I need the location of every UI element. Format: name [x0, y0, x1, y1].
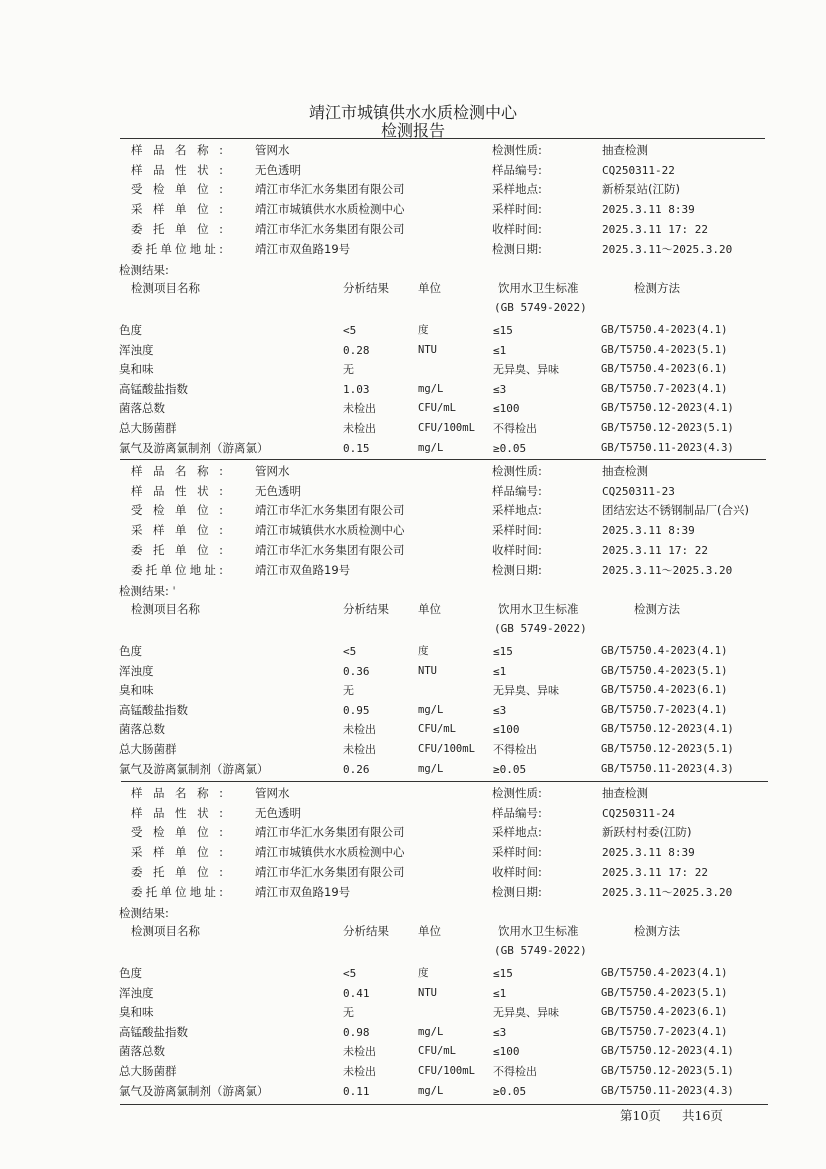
item-standard: ≤3 [493, 1025, 507, 1039]
value-sampling-time: 2025.3.11 8:39 [602, 846, 695, 860]
item-unit: mg/L [418, 382, 444, 395]
item-method: GB/T5750.12-2023(5.1) [601, 422, 734, 434]
item-unit: CFU/100mL [418, 1065, 475, 1077]
item-result: 无 [343, 1006, 354, 1020]
label-client-unit: 委托单位: [131, 542, 223, 557]
table-row [0, 964, 826, 983]
results-header-sub [0, 941, 826, 960]
item-result: 未检出 [343, 723, 376, 737]
label-client-address: 委托单位地址: [131, 241, 223, 256]
info-row [0, 521, 826, 540]
label-test-date: 检测日期: [492, 884, 542, 899]
value-client-address: 靖江市双鱼路19号 [255, 884, 351, 899]
results-label: 检测结果: [119, 906, 169, 920]
col-standard-subheader: (GB 5749-2022) [494, 301, 587, 314]
col-unit-header: 单位 [418, 281, 441, 295]
value-sample-state: 无色透明 [255, 483, 301, 498]
page-total: 共16页 [682, 1108, 723, 1123]
item-result: 未检出 [343, 743, 376, 756]
value-test-date: 2025.3.11～2025.3.20 [602, 242, 733, 256]
col-item-header: 检测项目名称 [131, 602, 200, 616]
label-test-nature: 检测性质: [492, 143, 542, 157]
item-standard: ≤100 [493, 723, 520, 737]
item-method: GB/T5750.4-2023(5.1) [601, 664, 728, 677]
value-client-unit: 靖江市华汇水务集团有限公司 [255, 542, 405, 557]
item-result: 0.15 [343, 441, 370, 455]
value-test-nature: 抽查检测 [602, 786, 648, 800]
table-row [0, 662, 826, 681]
item-method: GB/T5750.4-2023(6.1) [601, 1006, 728, 1019]
label-inspected-unit: 受检单位: [131, 182, 223, 197]
table-row [0, 1082, 826, 1101]
item-method: GB/T5750.7-2023(4.1) [601, 382, 728, 395]
value-inspected-unit: 靖江市华汇水务集团有限公司 [255, 503, 405, 518]
info-row [0, 883, 826, 902]
item-result: 1.03 [343, 382, 370, 396]
item-result: 未检出 [343, 1045, 376, 1059]
sample-divider [120, 459, 766, 460]
item-result: 0.26 [343, 762, 370, 776]
item-method: GB/T5750.12-2023(4.1) [601, 723, 734, 736]
table-row [0, 984, 826, 1003]
label-client-address: 委托单位地址: [131, 562, 223, 577]
col-item-header: 检测项目名称 [131, 924, 200, 938]
label-receive-time: 收样时间: [492, 542, 542, 557]
sample-divider [121, 781, 768, 782]
item-unit: CFU/mL [418, 402, 456, 415]
label-sample-no: 样品编号: [492, 483, 542, 498]
info-row [0, 200, 826, 219]
table-row [0, 740, 826, 759]
value-client-unit: 靖江市华汇水务集团有限公司 [255, 221, 405, 236]
item-method: GB/T5750.11-2023(4.3) [601, 762, 734, 775]
label-inspected-unit: 受检单位: [131, 503, 223, 518]
results-label-row [0, 582, 826, 601]
table-row [0, 341, 826, 360]
value-sample-name: 管网水 [255, 143, 290, 157]
value-sampling-site: 新桥泵站(江防) [602, 182, 680, 197]
label-receive-time: 收样时间: [492, 221, 542, 236]
item-result: 0.95 [343, 703, 370, 717]
item-result: 无 [343, 363, 354, 377]
item-standard: ≤100 [493, 402, 520, 416]
label-test-nature: 检测性质: [492, 786, 542, 800]
value-test-nature: 抽查检测 [602, 464, 648, 478]
label-sampling-unit: 采样单位: [131, 202, 223, 217]
label-sample-state: 样品性状: [131, 162, 223, 177]
item-unit: CFU/100mL [418, 422, 475, 434]
results-label-row [0, 261, 826, 280]
label-inspected-unit: 受检单位: [131, 825, 223, 840]
item-standard: ≤15 [493, 967, 513, 980]
value-inspected-unit: 靖江市华汇水务集团有限公司 [255, 182, 405, 197]
item-name: 浑浊度 [119, 985, 154, 1000]
table-row [0, 642, 826, 661]
label-sampling-unit: 采样单位: [131, 845, 223, 860]
item-method: GB/T5750.4-2023(4.1) [601, 324, 728, 336]
item-name: 菌落总数 [119, 1044, 165, 1059]
table-row [0, 380, 826, 399]
item-method: GB/T5750.12-2023(5.1) [601, 1065, 734, 1077]
item-standard: ≤1 [493, 986, 507, 1000]
item-result: 无 [343, 684, 354, 698]
item-standard: 无异臭、异味 [493, 363, 559, 377]
item-standard: ≤3 [493, 382, 507, 396]
info-row [0, 141, 826, 160]
item-result: 0.11 [343, 1084, 370, 1098]
results-header-sub [0, 298, 826, 317]
label-sampling-site: 采样地点: [492, 503, 542, 518]
table-row [0, 720, 826, 739]
label-sample-no: 样品编号: [492, 805, 542, 820]
table-row [0, 1003, 826, 1022]
item-result: 未检出 [343, 422, 376, 435]
item-name: 总大肠菌群 [119, 1064, 177, 1078]
value-sampling-unit: 靖江市城镇供水水质检测中心 [255, 523, 405, 538]
col-result-header: 分析结果 [343, 924, 389, 938]
item-standard: ≤15 [493, 324, 513, 337]
col-unit-header: 单位 [418, 602, 441, 616]
label-client-unit: 委托单位: [131, 221, 223, 236]
item-method: GB/T5750.11-2023(4.3) [601, 441, 734, 454]
label-test-nature: 检测性质: [492, 464, 542, 478]
label-sample-state: 样品性状: [131, 805, 223, 820]
label-sample-name: 样品名称: [131, 786, 223, 800]
item-method: GB/T5750.4-2023(5.1) [601, 986, 728, 999]
info-row [0, 863, 826, 882]
item-result: 0.41 [343, 986, 370, 1000]
table-row [0, 681, 826, 700]
table-row [0, 701, 826, 720]
value-test-date: 2025.3.11～2025.3.20 [602, 885, 733, 899]
item-method: GB/T5750.12-2023(4.1) [601, 402, 734, 415]
item-standard: ≥0.05 [493, 441, 527, 455]
item-name: 菌落总数 [119, 722, 165, 737]
value-client-unit: 靖江市华汇水务集团有限公司 [255, 864, 405, 879]
table-row [0, 360, 826, 379]
col-standard-header: 饮用水卫生标准 [498, 281, 579, 295]
item-name: 浑浊度 [119, 342, 154, 357]
item-name: 总大肠菌群 [119, 742, 177, 756]
label-client-unit: 委托单位: [131, 864, 223, 879]
value-sample-name: 管网水 [255, 464, 290, 478]
item-unit: mg/L [418, 762, 444, 775]
label-sampling-time: 采样时间: [492, 523, 542, 538]
table-row [0, 1023, 826, 1042]
item-name: 浑浊度 [119, 663, 154, 678]
col-method-header: 检测方法 [634, 602, 680, 616]
table-row [0, 1062, 826, 1081]
value-test-nature: 抽查检测 [602, 143, 648, 157]
label-sample-state: 样品性状: [131, 483, 223, 498]
report-title: 检测报告 [380, 121, 445, 140]
table-row [0, 321, 826, 340]
item-method: GB/T5750.4-2023(4.1) [601, 967, 728, 979]
sample-block [0, 462, 826, 782]
value-sampling-unit: 靖江市城镇供水水质检测中心 [255, 845, 405, 860]
item-unit: mg/L [418, 441, 444, 454]
col-item-header: 检测项目名称 [131, 281, 200, 295]
table-row [0, 439, 826, 458]
label-sampling-time: 采样时间: [492, 845, 542, 860]
page-number: 第10页 [620, 1108, 661, 1123]
results-header [0, 279, 826, 298]
info-row [0, 180, 826, 199]
table-row [0, 419, 826, 438]
sample-block [0, 141, 826, 461]
value-sample-no: CQ250311-22 [602, 163, 675, 177]
table-row [0, 399, 826, 418]
value-client-address: 靖江市双鱼路19号 [255, 241, 351, 256]
sample-block [0, 784, 826, 1104]
value-sampling-time: 2025.3.11 8:39 [602, 203, 695, 217]
value-receive-time: 2025.3.11 17: 22 [602, 543, 708, 557]
col-standard-header: 饮用水卫生标准 [498, 924, 579, 938]
info-row [0, 240, 826, 259]
item-name: 氯气及游离氯制剂（游离氯） [119, 761, 269, 776]
item-unit: 度 [418, 324, 429, 336]
item-standard: 无异臭、异味 [493, 684, 559, 698]
col-standard-subheader: (GB 5749-2022) [494, 944, 587, 957]
results-label: 检测结果: ˈ [119, 584, 176, 598]
item-method: GB/T5750.4-2023(5.1) [601, 343, 728, 356]
item-result: 未检出 [343, 1065, 376, 1078]
col-method-header: 检测方法 [634, 924, 680, 938]
col-unit-header: 单位 [418, 924, 441, 938]
item-unit: 度 [418, 967, 429, 979]
item-method: GB/T5750.4-2023(6.1) [601, 363, 728, 376]
item-result: 未检出 [343, 402, 376, 416]
label-sample-name: 样品名称: [131, 143, 223, 157]
footer-divider [120, 1104, 768, 1105]
item-method: GB/T5750.7-2023(4.1) [601, 1025, 728, 1038]
item-result: <5 [343, 645, 357, 658]
item-unit: mg/L [418, 1084, 444, 1097]
label-sample-name: 样品名称: [131, 464, 223, 478]
item-unit: CFU/100mL [418, 743, 475, 755]
report-org-title: 靖江市城镇供水水质检测中心 [308, 103, 517, 122]
info-row [0, 220, 826, 239]
value-test-date: 2025.3.11～2025.3.20 [602, 563, 733, 577]
item-result: <5 [343, 324, 357, 337]
item-name: 总大肠菌群 [119, 421, 177, 435]
value-sampling-time: 2025.3.11 8:39 [602, 524, 695, 538]
col-result-header: 分析结果 [343, 281, 389, 295]
value-sampling-unit: 靖江市城镇供水水质检测中心 [255, 202, 405, 217]
sample-divider [120, 138, 765, 139]
item-unit: mg/L [418, 703, 444, 716]
item-name: 色度 [119, 644, 142, 658]
label-sampling-site: 采样地点: [492, 182, 542, 197]
item-standard: ≤3 [493, 703, 507, 717]
item-name: 氯气及游离氯制剂（游离氯） [119, 1083, 269, 1098]
col-standard-header: 饮用水卫生标准 [498, 602, 579, 616]
value-receive-time: 2025.3.11 17: 22 [602, 865, 708, 879]
label-sample-no: 样品编号: [492, 162, 542, 177]
item-unit: NTU [418, 986, 437, 999]
value-sample-name: 管网水 [255, 786, 290, 800]
label-client-address: 委托单位地址: [131, 884, 223, 899]
info-row [0, 161, 826, 180]
value-sample-no: CQ250311-23 [602, 484, 675, 498]
item-name: 氯气及游离氯制剂（游离氯） [119, 440, 269, 455]
item-result: 0.98 [343, 1025, 370, 1039]
item-method: GB/T5750.11-2023(4.3) [601, 1084, 734, 1097]
item-name: 色度 [119, 323, 142, 337]
item-result: 0.36 [343, 664, 370, 678]
item-method: GB/T5750.12-2023(4.1) [601, 1045, 734, 1058]
info-row [0, 561, 826, 580]
item-unit: CFU/mL [418, 723, 456, 736]
info-row [0, 482, 826, 501]
item-standard: ≥0.05 [493, 1084, 527, 1098]
item-unit: mg/L [418, 1025, 444, 1038]
label-sampling-site: 采样地点: [492, 825, 542, 840]
label-test-date: 检测日期: [492, 562, 542, 577]
col-result-header: 分析结果 [343, 602, 389, 616]
info-row [0, 843, 826, 862]
item-method: GB/T5750.4-2023(4.1) [601, 645, 728, 657]
item-method: GB/T5750.4-2023(6.1) [601, 684, 728, 697]
item-unit: CFU/mL [418, 1045, 456, 1058]
value-sampling-site: 团结宏达不锈钢制品厂(合兴) [602, 503, 749, 518]
item-result: 0.28 [343, 343, 370, 357]
info-row [0, 541, 826, 560]
item-name: 臭和味 [119, 362, 154, 377]
label-sampling-unit: 采样单位: [131, 523, 223, 538]
item-unit: NTU [418, 664, 437, 677]
results-label-row [0, 904, 826, 923]
info-row [0, 784, 826, 803]
value-inspected-unit: 靖江市华汇水务集团有限公司 [255, 825, 405, 840]
item-standard: ≤1 [493, 664, 507, 678]
value-receive-time: 2025.3.11 17: 22 [602, 222, 708, 236]
item-result: <5 [343, 967, 357, 980]
col-method-header: 检测方法 [634, 281, 680, 295]
item-unit: NTU [418, 343, 437, 356]
results-header [0, 600, 826, 619]
item-unit: 度 [418, 645, 429, 657]
item-standard: ≤1 [493, 343, 507, 357]
item-name: 色度 [119, 966, 142, 980]
label-sampling-time: 采样时间: [492, 202, 542, 217]
item-standard: ≤100 [493, 1045, 520, 1059]
item-method: GB/T5750.7-2023(4.1) [601, 703, 728, 716]
table-row [0, 760, 826, 779]
value-sample-no: CQ250311-24 [602, 806, 675, 820]
value-sample-state: 无色透明 [255, 162, 301, 177]
table-row [0, 1042, 826, 1061]
label-receive-time: 收样时间: [492, 864, 542, 879]
value-sample-state: 无色透明 [255, 805, 301, 820]
info-row [0, 501, 826, 520]
item-name: 高锰酸盐指数 [119, 1024, 188, 1039]
info-row [0, 804, 826, 823]
item-method: GB/T5750.12-2023(5.1) [601, 743, 734, 755]
item-standard: ≤15 [493, 645, 513, 658]
value-sampling-site: 新跃村村委(江防) [602, 825, 692, 840]
item-name: 臭和味 [119, 683, 154, 698]
item-standard: 不得检出 [493, 1065, 537, 1078]
results-header-sub [0, 619, 826, 638]
item-standard: 无异臭、异味 [493, 1006, 559, 1020]
item-name: 菌落总数 [119, 401, 165, 416]
item-standard: 不得检出 [493, 743, 537, 756]
item-name: 高锰酸盐指数 [119, 702, 188, 717]
item-name: 臭和味 [119, 1005, 154, 1020]
results-header [0, 922, 826, 941]
value-client-address: 靖江市双鱼路19号 [255, 562, 351, 577]
item-name: 高锰酸盐指数 [119, 381, 188, 396]
item-standard: ≥0.05 [493, 762, 527, 776]
results-label: 检测结果: [119, 263, 169, 277]
label-test-date: 检测日期: [492, 241, 542, 256]
col-standard-subheader: (GB 5749-2022) [494, 622, 587, 635]
info-row [0, 823, 826, 842]
info-row [0, 462, 826, 481]
item-standard: 不得检出 [493, 422, 537, 435]
